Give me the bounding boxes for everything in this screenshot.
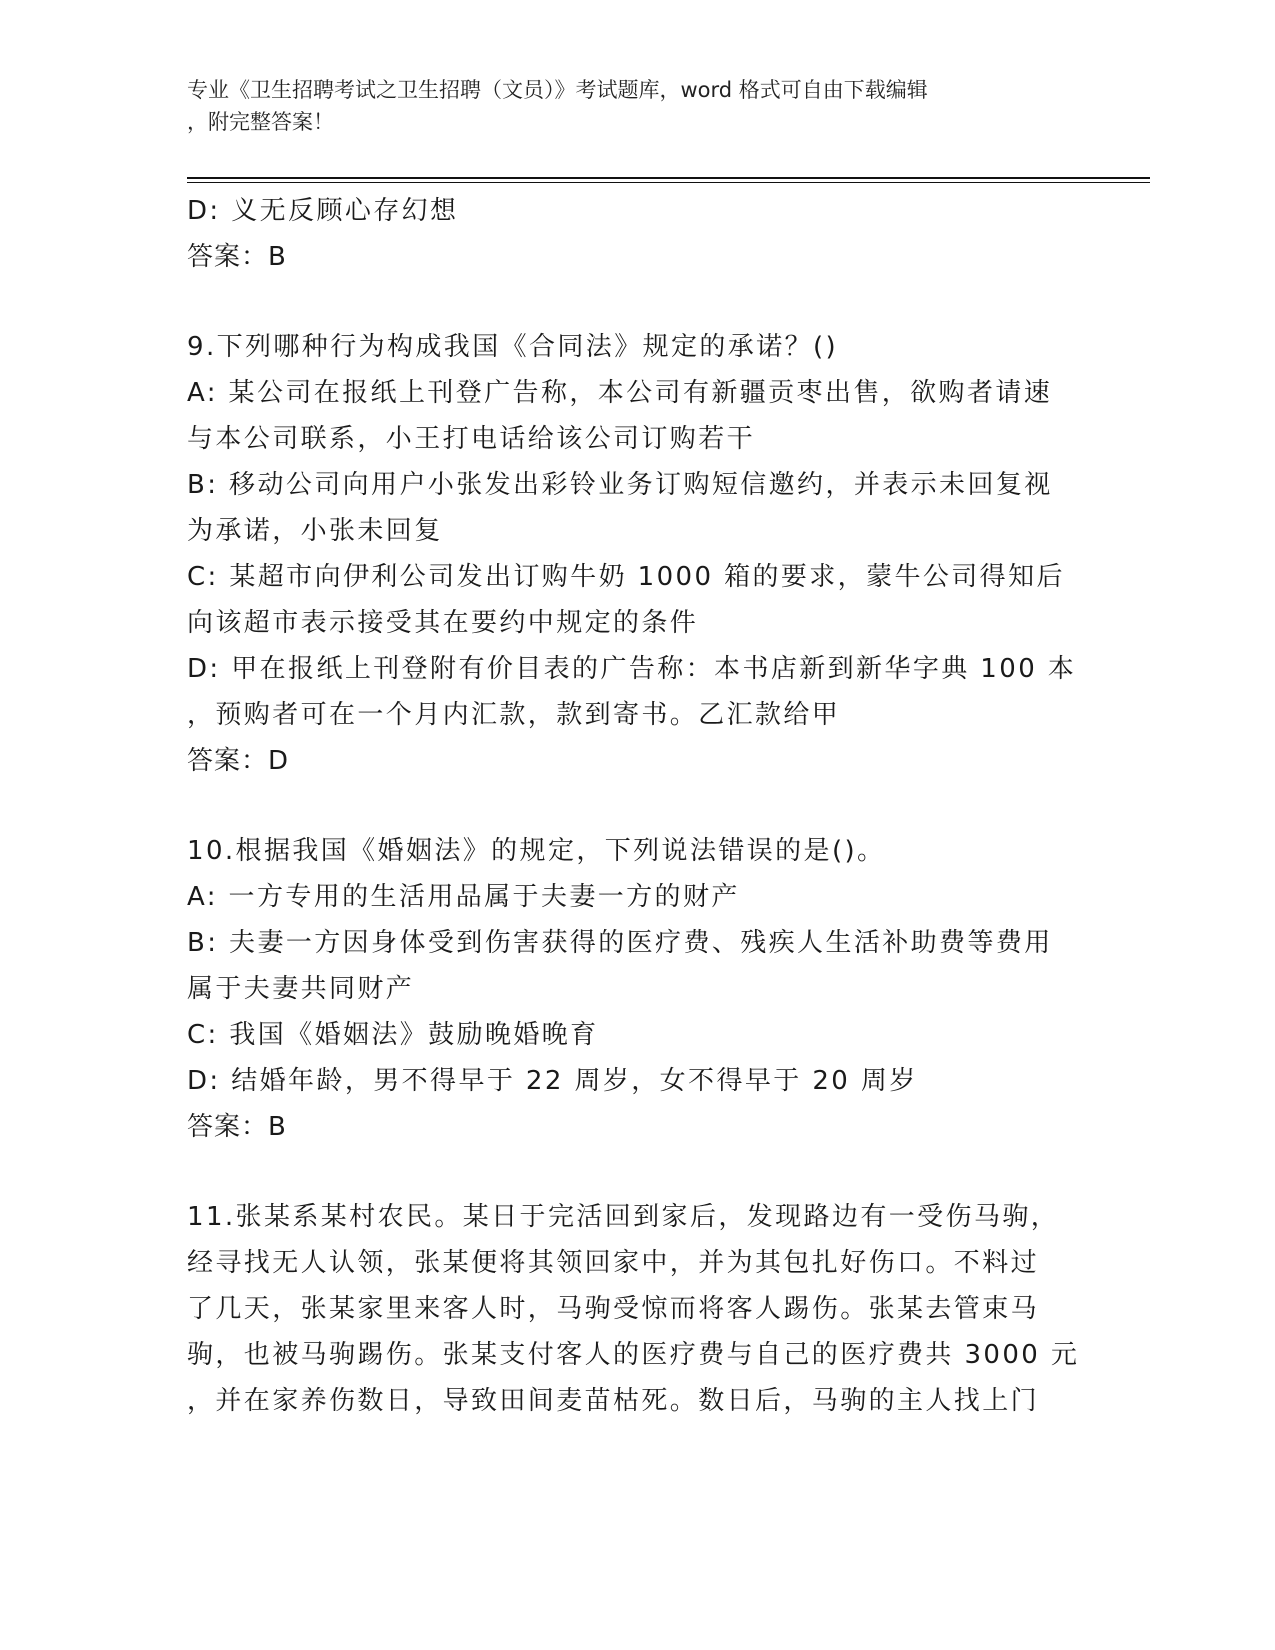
option-d: D: 义无反顾心存幻想 bbox=[187, 196, 459, 226]
option-b-continued: 为承诺，小张未回复 bbox=[187, 516, 443, 546]
option-c: C: 某超市向伊利公司发出订购牛奶 1000 箱的要求，蒙牛公司得知后 bbox=[187, 562, 1065, 592]
spacer bbox=[187, 280, 1087, 324]
question-8-tail bbox=[187, 188, 1087, 280]
header-line-1: 专业《卫生招聘考试之卫生招聘（文员）》考试题库，word 格式可自由下载编辑 bbox=[187, 78, 928, 102]
answer-line: 答案：B bbox=[187, 1112, 287, 1142]
option-b: B: 移动公司向用户小张发出彩铃业务订购短信邀约，并表示未回复视 bbox=[187, 470, 1053, 500]
answer-line: 答案：D bbox=[187, 746, 290, 776]
answer-line: 答案：B bbox=[187, 242, 287, 272]
option-c-continued: 向该超市表示接受其在要约中规定的条件 bbox=[187, 608, 699, 638]
option-d-continued: ，预购者可在一个月内汇款，款到寄书。乙汇款给甲 bbox=[187, 700, 841, 730]
option-a-continued: 与本公司联系，小王打电话给该公司订购若干 bbox=[187, 424, 756, 454]
header-divider-thin bbox=[187, 182, 1150, 183]
document-body bbox=[187, 188, 1087, 1424]
question-text-continued: 驹，也被马驹踢伤。张某支付客人的医疗费与自己的医疗费共 3000 元 bbox=[187, 1340, 1080, 1370]
question-text-continued: 了几天，张某家里来客人时，马驹受惊而将客人踢伤。张某去管束马 bbox=[187, 1294, 1040, 1324]
option-b-continued: 属于夫妻共同财产 bbox=[187, 974, 415, 1004]
question-10 bbox=[187, 828, 1087, 1150]
question-11 bbox=[187, 1194, 1087, 1424]
option-a: A: 一方专用的生活用品属于夫妻一方的财产 bbox=[187, 882, 740, 912]
option-d: D: 结婚年龄，男不得早于 22 周岁，女不得早于 20 周岁 bbox=[187, 1066, 918, 1096]
question-text: 10.根据我国《婚姻法》的规定，下列说法错误的是()。 bbox=[187, 836, 886, 866]
question-text: 11.张某系某村农民。某日于完活回到家后，发现路边有一受伤马驹， bbox=[187, 1202, 1060, 1232]
spacer bbox=[187, 784, 1087, 828]
question-text-continued: 经寻找无人认领，张某便将其领回家中，并为其包扎好伤口。不料过 bbox=[187, 1248, 1040, 1278]
question-9 bbox=[187, 324, 1087, 784]
option-b: B: 夫妻一方因身体受到伤害获得的医疗费、残疾人生活补助费等费用 bbox=[187, 928, 1053, 958]
option-d: D: 甲在报纸上刊登附有价目表的广告称：本书店新到新华字典 100 本 bbox=[187, 654, 1077, 684]
page-header bbox=[187, 74, 1067, 138]
header-line-2: ，附完整答案！ bbox=[187, 110, 334, 134]
question-text-continued: ，并在家养伤数日，导致田间麦苗枯死。数日后，马驹的主人找上门 bbox=[187, 1386, 1040, 1416]
option-a: A: 某公司在报纸上刊登广告称，本公司有新疆贡枣出售，欲购者请速 bbox=[187, 378, 1053, 408]
header-divider-thick bbox=[187, 177, 1150, 179]
question-text: 9.下列哪种行为构成我国《合同法》规定的承诺？() bbox=[187, 332, 839, 362]
spacer bbox=[187, 1150, 1087, 1194]
option-c: C: 我国《婚姻法》鼓励晚婚晚育 bbox=[187, 1020, 599, 1050]
